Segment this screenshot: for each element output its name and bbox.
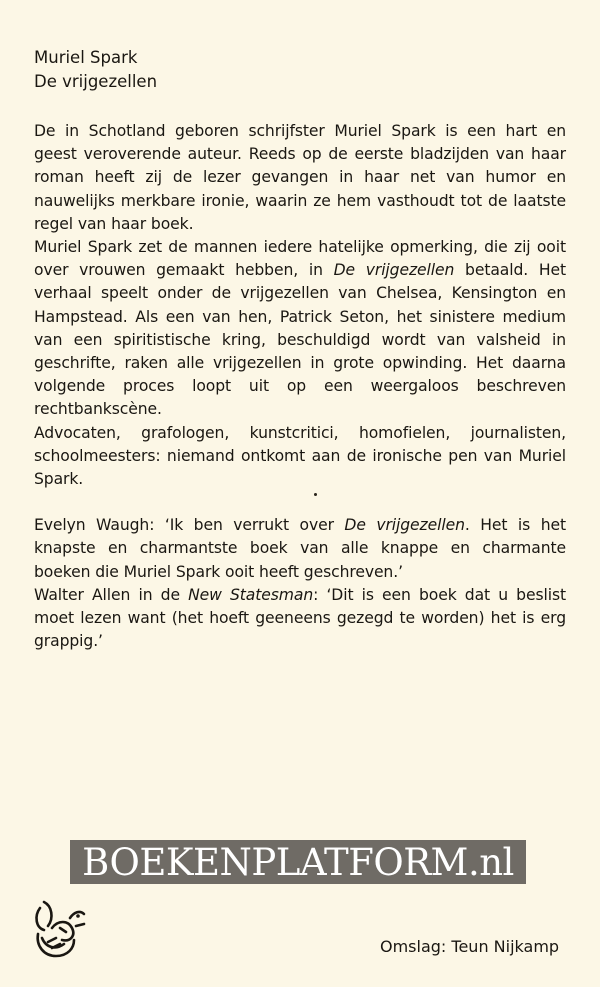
publisher-logo-icon (30, 898, 88, 960)
paragraph-story-part2: betaald. Het verhaal speelt onder de vrijgezellen van Chelsea, Kensington en Hampstead. Als een van hen, Patrick Seton, het sinistere medium van een spiritistische kring, beschuldigd wordt van valsheid in geschrifte, raken alle vrijgezellen in grote opwinding. Het daarna volgende proces loopt uit op een weergaloos beschreven rechtbankscène. (34, 261, 567, 419)
author-name: Muriel Spark (34, 48, 138, 67)
book-title: De vrijgezellen (34, 72, 158, 91)
quote-allen-part2: : ‘Dit is een boek dat u beslist moet lezen want (het hoeft geeneens gezegd te worden) het is erg grappig.’ (34, 585, 567, 651)
paragraph-characters: Advocaten, grafologen, kunstcritici, homofielen, journalisten, schoolmeesters: niemand ontkomt aan de ironische pen van Muriel Spark. (34, 423, 566, 489)
header (34, 46, 157, 94)
print-speck (314, 493, 317, 496)
cover-credit: Omslag: Teun Nijkamp (380, 937, 560, 956)
blurb (34, 120, 566, 653)
watermark-text: BOEKENPLATFORM.nl (82, 840, 514, 884)
paragraph-story (34, 236, 566, 422)
quote-allen-part1: Walter Allen in de (34, 585, 189, 604)
quote-waugh-title: De vrijgezellen (344, 516, 465, 535)
quote-allen (34, 584, 566, 654)
watermark-banner (70, 840, 526, 884)
quote-waugh-part2: . Het is het knapste en charmantste boek van alle knappe en charmante boeken die Muriel Spark ooit heeft geschreven.’ (34, 516, 566, 581)
paragraph-story-part1: Muriel Spark zet de mannen iedere hatelijke opmerking, die zij ooit over vrouwen gemaakt hebben, in (34, 238, 566, 280)
quote-waugh (34, 514, 566, 584)
quote-waugh-part1: Evelyn Waugh: ‘Ik ben verrukt over (34, 516, 345, 535)
paragraph-story-title: De vrijgezellen (333, 261, 455, 280)
quote-allen-source: New Statesman (188, 585, 314, 604)
paragraph-intro: De in Schotland geboren schrijfster Muriel Spark is een hart en geest veroverende auteur. Reeds op de eerste bladzijden van haar roman heeft zij de lezer gevangen in haar net van humor en nauwelijks merkbare ironie, waarin ze hem vasthoudt tot de laatste regel van haar boek. (34, 122, 566, 233)
